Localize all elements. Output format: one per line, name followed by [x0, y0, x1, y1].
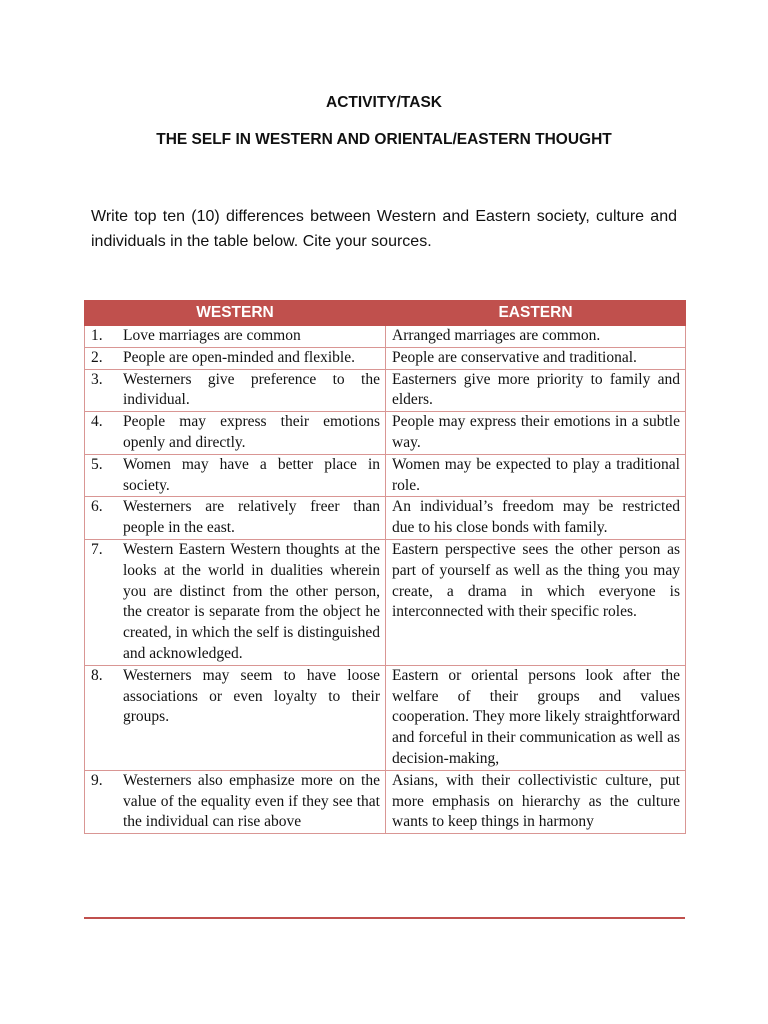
- row-number: 5.: [91, 455, 103, 473]
- row-number: 8.: [91, 666, 103, 684]
- western-text: Women may have a better place in society.: [123, 455, 380, 494]
- western-text: Westerners are relatively freer than people in the east.: [123, 498, 380, 537]
- table-row: [85, 770, 686, 833]
- table-row: [85, 539, 686, 665]
- instructions-paragraph: Write top ten (10) differences between Western and Eastern society, culture and individuals in the table below. Cite your sources.: [91, 208, 677, 250]
- table-row: [85, 454, 686, 497]
- row-number: 2.: [91, 348, 103, 366]
- row-number: 1.: [91, 327, 103, 344]
- table-row: [85, 665, 686, 770]
- western-cell: [85, 770, 386, 833]
- eastern-cell: Women may be expected to play a traditional role.: [386, 454, 686, 497]
- comparison-table: [84, 300, 686, 834]
- eastern-cell: An individual’s freedom may be restricted due to his close bonds with family.: [386, 497, 686, 540]
- western-cell: [85, 347, 386, 369]
- western-cell: [85, 454, 386, 497]
- western-text: Love marriages are common: [123, 327, 301, 344]
- table-row: [85, 497, 686, 540]
- western-text: Westerners may seem to have loose associations or even loyalty to their groups.: [123, 666, 380, 726]
- western-column-header: WESTERN: [85, 301, 386, 326]
- row-number: 6.: [91, 498, 103, 516]
- row-number: 7.: [91, 540, 103, 558]
- table-row: [85, 326, 686, 348]
- western-cell: [85, 369, 386, 412]
- eastern-cell: Eastern perspective sees the other person as part of yourself as well as the thing you may create, a drama in which everyone is interconnected with their specific roles.: [386, 539, 686, 665]
- table-bottom-rule: [84, 917, 685, 919]
- western-cell: [85, 497, 386, 540]
- row-number: 4.: [91, 413, 103, 431]
- table-header-row: [85, 301, 686, 326]
- table-row: [85, 412, 686, 455]
- eastern-cell: Asians, with their collectivistic culture, put more emphasis on hierarchy as the culture wants to keep things in harmony: [386, 770, 686, 833]
- western-cell: [85, 539, 386, 665]
- eastern-cell: Eastern or oriental persons look after the welfare of their groups and values cooperation. They more likely straightforward and forceful in their communication as well as decision-making,: [386, 665, 686, 770]
- eastern-cell: People may express their emotions in a subtle way.: [386, 412, 686, 455]
- western-text: Westerners give preference to the individual.: [123, 370, 380, 409]
- western-text: Western Eastern Western thoughts at the looks at the world in dualities wherein you are distinct from the other person, the creator is separate from the object he created, in which the self is distinguished and acknowledged.: [123, 540, 380, 662]
- eastern-cell: Arranged marriages are common.: [386, 326, 686, 348]
- western-cell: [85, 665, 386, 770]
- eastern-cell: Easterners give more priority to family and elders.: [386, 369, 686, 412]
- western-text: People may express their emotions openly and directly.: [123, 413, 380, 451]
- western-text: Westerners also emphasize more on the value of the equality even if they see that the individual can rise above: [123, 771, 380, 831]
- eastern-cell: People are conservative and traditional.: [386, 347, 686, 369]
- row-number: 9.: [91, 771, 103, 789]
- row-number: 3.: [91, 370, 103, 388]
- activity-label: ACTIVITY/TASK: [326, 94, 442, 111]
- page-title: THE SELF IN WESTERN AND ORIENTAL/EASTERN THOUGHT: [156, 131, 612, 148]
- western-text: People are open-minded and flexible.: [123, 348, 355, 366]
- table-row: [85, 369, 686, 412]
- table-row: [85, 347, 686, 369]
- western-cell: [85, 412, 386, 455]
- eastern-column-header: EASTERN: [386, 301, 686, 326]
- western-cell: [85, 326, 386, 348]
